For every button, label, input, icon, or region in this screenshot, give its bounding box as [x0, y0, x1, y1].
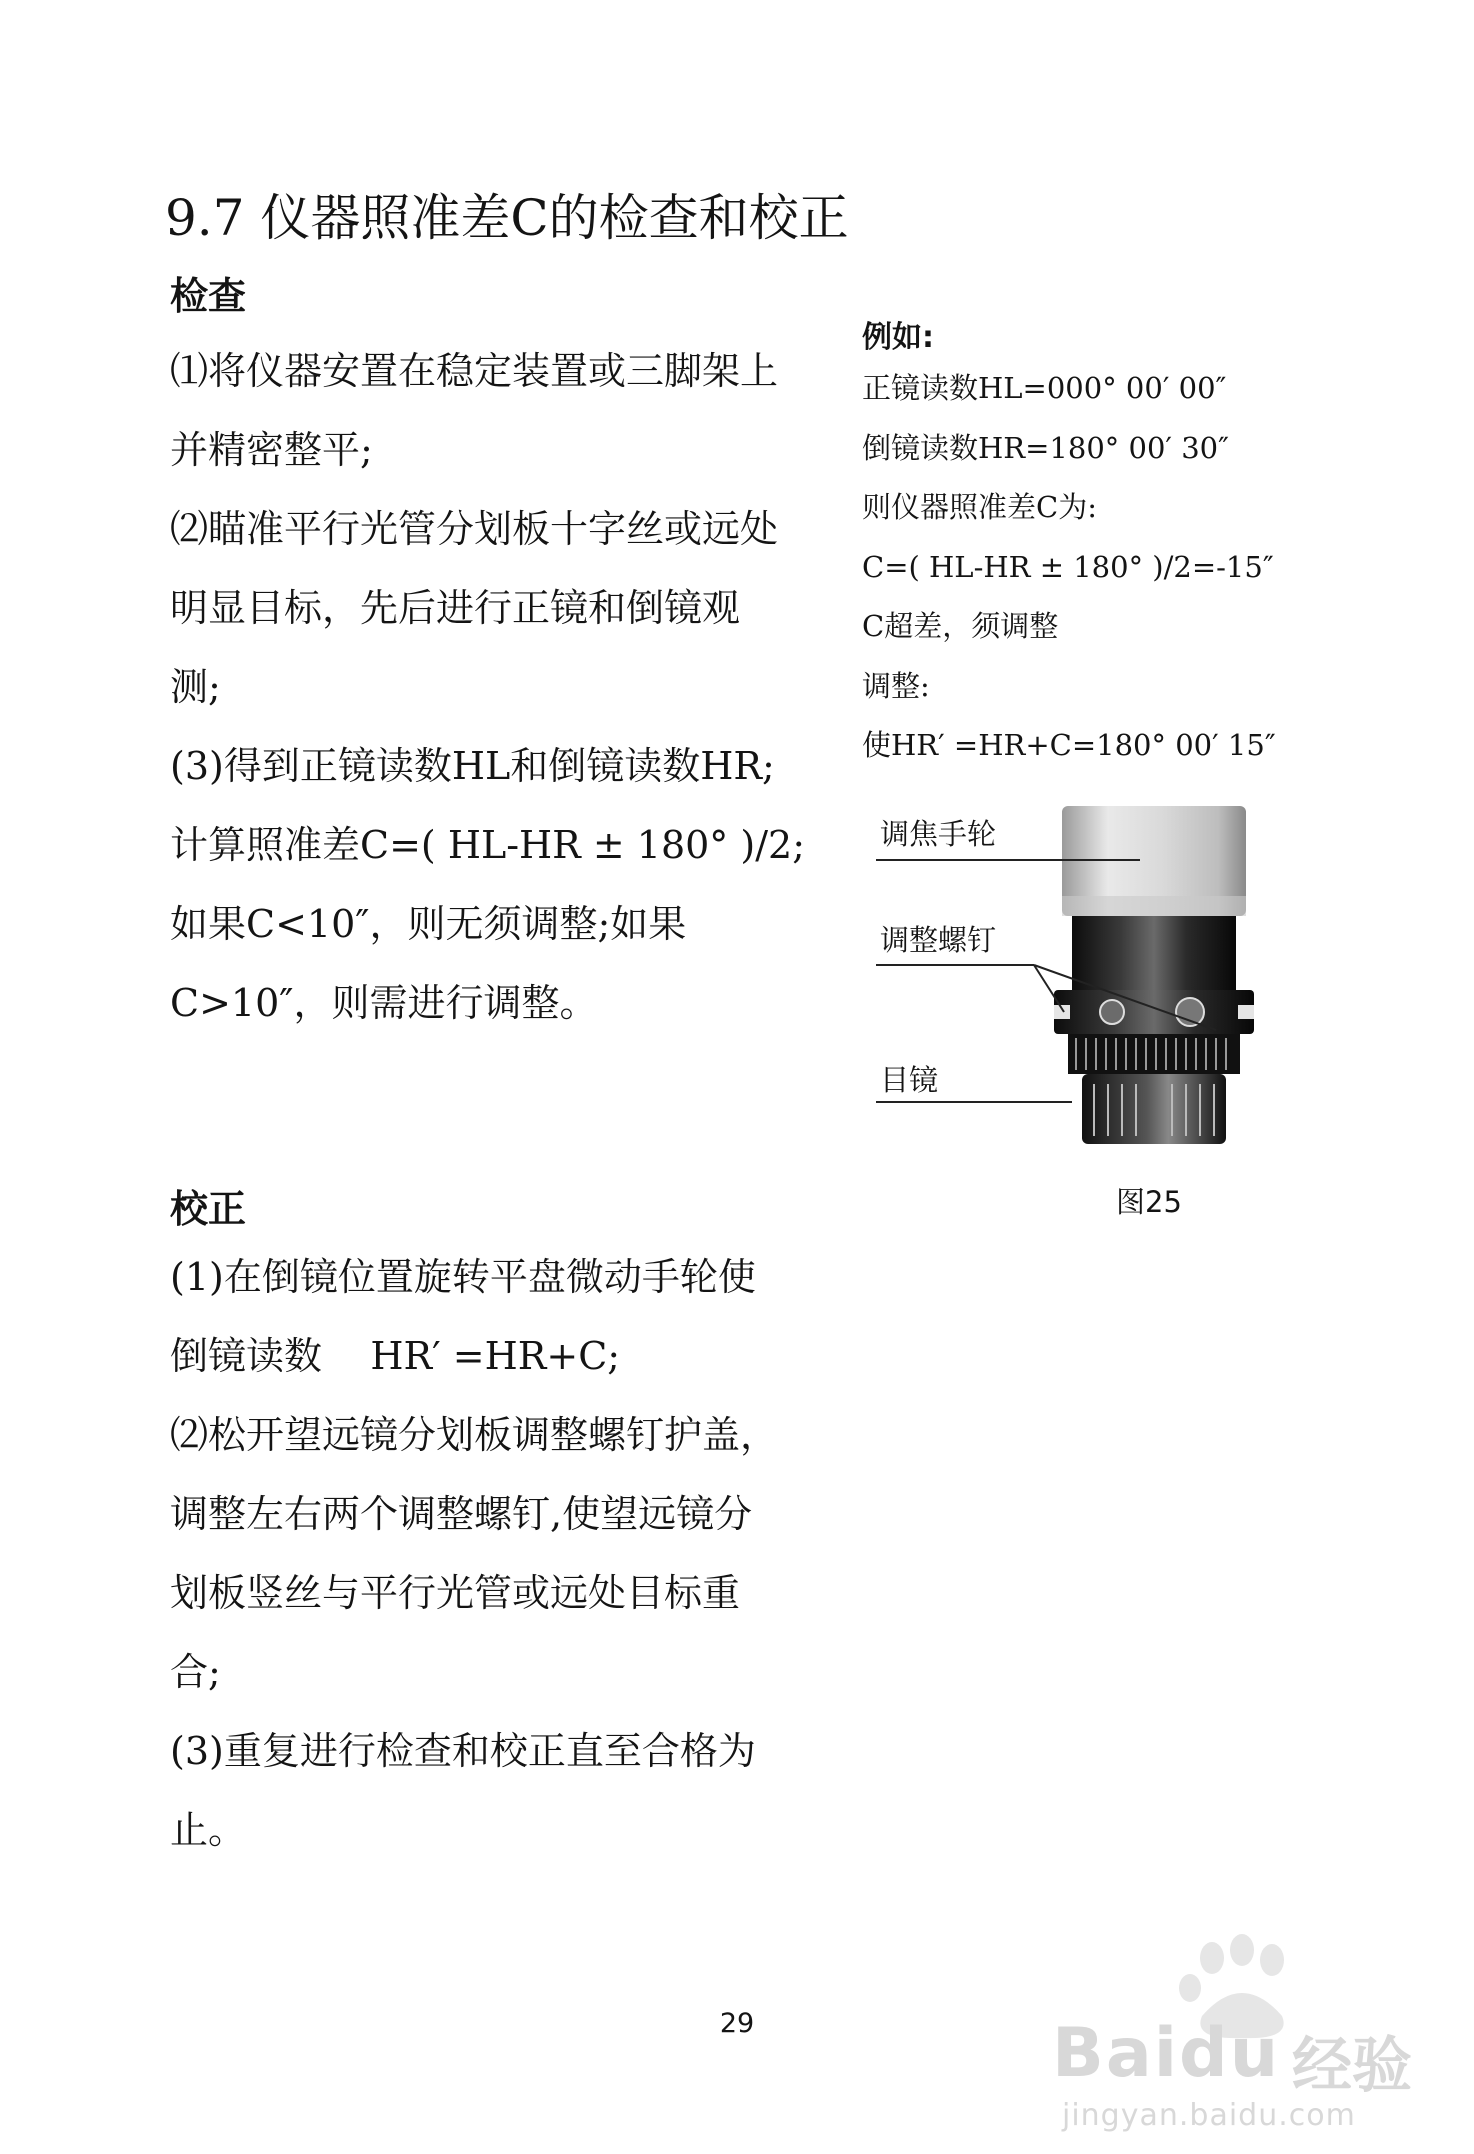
correct-line: (3)重复进行检查和校正直至合格为 [170, 1729, 756, 1773]
page-title: 9.7 仪器照准差C的检查和校正 [165, 189, 849, 247]
check-line: C>10″，则需进行调整。 [170, 981, 598, 1025]
example-line: C超差，须调整 [862, 609, 1059, 643]
knurled-collar-shape [1068, 1034, 1240, 1074]
adjust-ring-shape [1054, 990, 1254, 1034]
example-line: 使HR′ =HR+C=180° 00′ 15″ [862, 728, 1276, 762]
example-line: C=( HL-HR ± 180° )/2=-15″ [862, 549, 1274, 584]
body-shape [1072, 916, 1236, 996]
watermark-brand-en2: du [1179, 2014, 1281, 2093]
example-line: 正镜读数HL=000° 00′ 00″ [862, 371, 1227, 405]
check-line: ⑵瞄准平行光管分划板十字丝或远处 [170, 507, 779, 551]
label-focus-wheel: 调焦手轮 [880, 817, 997, 851]
correct-paragraph [170, 1238, 810, 1870]
watermark-url: jingyan.baidu.com [1062, 2098, 1356, 2133]
adjust-screw-right-icon [1176, 998, 1204, 1026]
page-number: 29 [719, 2008, 755, 2039]
label-eyepiece: 目镜 [880, 1063, 939, 1097]
check-line: 计算照准差C=( HL-HR ± 180° )/2; [170, 823, 805, 867]
check-heading: 检查 [170, 274, 247, 318]
eyepiece-illustration [872, 800, 1332, 1160]
check-line: 明显目标，先后进行正镜和倒镜观 [170, 586, 741, 630]
example-line: 倒镜读数HR=180° 00′ 30″ [862, 430, 1229, 465]
example-line: 则仪器照准差C为: [862, 490, 1097, 524]
watermark-brand-en: Bai [1052, 2014, 1180, 2093]
example-title: 例如: [862, 320, 934, 355]
check-line: ⑴将仪器安置在稳定装置或三脚架上 [170, 349, 779, 393]
correct-line: ⑵松开望远镜分划板调整螺钉护盖， [170, 1413, 779, 1457]
example-block [862, 317, 1332, 776]
check-line: 测; [170, 665, 221, 709]
eyepiece-shape [1082, 1074, 1226, 1144]
correct-line: 止。 [170, 1808, 247, 1852]
correct-heading: 校正 [170, 1187, 247, 1231]
correct-line: 合; [170, 1650, 221, 1694]
label-adjust-screw: 调整螺钉 [880, 923, 997, 957]
correct-line: 调整左右两个调整螺钉,使望远镜分 [170, 1492, 753, 1536]
check-line: (3)得到正镜读数HL和倒镜读数HR; [170, 744, 775, 788]
correct-line: 倒镜读数 HR′ =HR+C; [170, 1334, 621, 1378]
figure-caption: 图25 [1116, 1185, 1182, 1219]
correct-line: (1)在倒镜位置旋转平盘微动手轮使 [170, 1255, 756, 1299]
example-line: 调整: [862, 668, 930, 703]
adjust-screw-left-icon [1100, 1000, 1124, 1024]
figure-eyepiece [872, 800, 1332, 1160]
check-line: 并精密整平; [170, 428, 373, 472]
check-paragraph [170, 332, 810, 1043]
watermark-brand-cn: 经验 [1292, 2031, 1412, 2101]
check-line: 如果C<10″，则无须调整;如果 [170, 902, 687, 946]
correct-line: 划板竖丝与平行光管或远处目标重 [170, 1571, 741, 1615]
baidu-watermark [1030, 1930, 1450, 2140]
